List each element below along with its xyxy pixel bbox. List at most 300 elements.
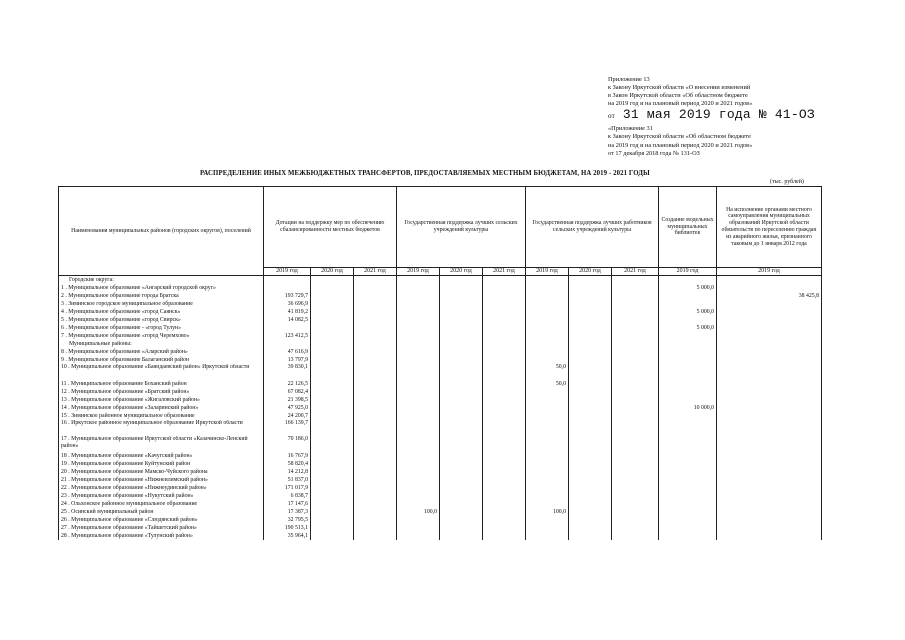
amount-cell (483, 332, 526, 340)
amount-cell (717, 532, 822, 540)
municipality-name: 9 . Муниципальное образование Балаганский район (59, 356, 264, 364)
amount-cell (397, 316, 440, 324)
amount-cell (612, 420, 659, 436)
municipality-name: 19 . Муниципальное образование Куйтунский район (59, 460, 264, 468)
amount-cell (526, 500, 569, 508)
amount-cell (311, 412, 354, 420)
amount-cell (440, 332, 483, 340)
table-row (59, 460, 822, 468)
amount-cell (612, 275, 659, 284)
amount-cell (526, 460, 569, 468)
appendix-line: к Закону Иркутской области «Об областном бюджете (608, 133, 751, 141)
amount-cell (659, 356, 717, 364)
amount-cell (717, 396, 822, 404)
amount-cell (354, 516, 397, 524)
municipality-name: 16 . Иркутское районное муниципальное образование Иркутской области (59, 420, 264, 436)
amount-cell (569, 356, 612, 364)
header-year: 2021 год (483, 268, 526, 276)
municipality-name: 14 . Муниципальное образование «Заларинский район» (59, 404, 264, 412)
amount-cell (311, 364, 354, 380)
amount-cell (526, 420, 569, 436)
amount-cell (440, 412, 483, 420)
amount-cell (264, 284, 311, 292)
amount-cell: 70 186,0 (264, 436, 311, 452)
table-row (59, 388, 822, 396)
table-row (59, 324, 822, 332)
amount-cell: 32 795,5 (264, 516, 311, 524)
amount-cell (397, 500, 440, 508)
municipality-name: 5 . Муниципальное образование «город Свирск» (59, 316, 264, 324)
amount-cell (612, 324, 659, 332)
amount-cell (612, 364, 659, 380)
amount-cell (311, 508, 354, 516)
amount-cell (440, 476, 483, 484)
amount-cell: 24 200,7 (264, 412, 311, 420)
table-row (59, 348, 822, 356)
amount-cell (612, 332, 659, 340)
amount-cell (440, 284, 483, 292)
amount-cell (483, 404, 526, 412)
amount-cell (612, 516, 659, 524)
amount-cell (659, 436, 717, 452)
amount-cell (659, 532, 717, 540)
amount-cell (569, 396, 612, 404)
amount-cell (354, 356, 397, 364)
amount-cell (483, 300, 526, 308)
amount-cell (526, 412, 569, 420)
amount-cell: 51 837,0 (264, 476, 311, 484)
amount-cell (354, 388, 397, 396)
table-row (59, 396, 822, 404)
table-row (59, 524, 822, 532)
amount-cell (717, 340, 822, 348)
amount-cell (569, 364, 612, 380)
table-row (59, 356, 822, 364)
amount-cell (354, 492, 397, 500)
amount-cell (483, 275, 526, 284)
amount-cell (569, 324, 612, 332)
amount-cell (569, 476, 612, 484)
amount-cell (569, 404, 612, 412)
amount-cell: 58 820,4 (264, 460, 311, 468)
amount-cell (717, 380, 822, 388)
amount-cell: 36 696,9 (264, 300, 311, 308)
amount-cell (717, 436, 822, 452)
amount-cell (717, 324, 822, 332)
amount-cell (483, 500, 526, 508)
amount-cell (311, 316, 354, 324)
amount-cell (526, 388, 569, 396)
amount-cell (264, 340, 311, 348)
header-year: 2019 год (397, 268, 440, 276)
amount-cell (354, 412, 397, 420)
amount-cell (311, 492, 354, 500)
amount-cell (717, 420, 822, 436)
amount-cell (311, 484, 354, 492)
amount-cell (311, 404, 354, 412)
header-year: 2020 год (440, 268, 483, 276)
amount-cell: 5 000,0 (659, 308, 717, 316)
municipality-name: 20 . Муниципальное образование Мамско-Чуйского района (59, 468, 264, 476)
amount-cell (526, 324, 569, 332)
amount-cell (440, 532, 483, 540)
amount-cell (440, 492, 483, 500)
amount-cell: 17 147,6 (264, 500, 311, 508)
amount-cell (483, 516, 526, 524)
amount-cell (397, 348, 440, 356)
amount-cell (717, 412, 822, 420)
amount-cell (526, 436, 569, 452)
amount-cell (440, 396, 483, 404)
amount-cell (483, 324, 526, 332)
amount-cell (612, 316, 659, 324)
amount-cell (569, 284, 612, 292)
header-name: Наименования муниципальных районов (городских округов), поселений (59, 187, 264, 276)
header-year: 2021 год (612, 268, 659, 276)
amount-cell (659, 292, 717, 300)
amount-cell: 17 387,3 (264, 508, 311, 516)
amount-cell: 47 616,9 (264, 348, 311, 356)
table-row (59, 404, 822, 412)
amount-cell (526, 476, 569, 484)
amount-cell (569, 348, 612, 356)
amount-cell (659, 364, 717, 380)
amount-cell (659, 348, 717, 356)
table-row (59, 532, 822, 540)
header-year: 2019 год (526, 268, 569, 276)
appendix-block (608, 76, 898, 158)
amount-cell (717, 452, 822, 460)
amount-cell (659, 332, 717, 340)
amount-cell (354, 292, 397, 300)
amount-cell (612, 348, 659, 356)
amount-cell (440, 436, 483, 452)
amount-cell: 14 082,5 (264, 316, 311, 324)
amount-cell (397, 380, 440, 388)
amount-cell (659, 492, 717, 500)
law-date-number: 31 мая 2019 года № 41-ОЗ (622, 107, 815, 123)
amount-cell (569, 420, 612, 436)
amount-cell (569, 300, 612, 308)
section-label: Муниципальные районы: (59, 340, 264, 348)
amount-cell (569, 412, 612, 420)
amount-cell (612, 468, 659, 476)
amount-cell: 166 139,7 (264, 420, 311, 436)
amount-cell (659, 484, 717, 492)
amount-cell (354, 452, 397, 460)
amount-cell (311, 275, 354, 284)
appendix-line: Приложение 13 (608, 76, 650, 83)
amount-cell (397, 524, 440, 532)
amount-cell (311, 524, 354, 532)
municipality-name: 24 . Ольхонское районное муниципальное образование (59, 500, 264, 508)
amount-cell (311, 388, 354, 396)
amount-cell (440, 324, 483, 332)
amount-cell (483, 452, 526, 460)
amount-cell (440, 500, 483, 508)
date-prefix: от (608, 112, 615, 121)
amount-cell (526, 340, 569, 348)
amount-cell (717, 468, 822, 476)
amount-cell (354, 284, 397, 292)
amount-cell: 50,0 (526, 364, 569, 380)
amount-cell (612, 388, 659, 396)
amount-cell (659, 468, 717, 476)
municipality-name: 17 . Муниципальное образование Иркутской области «Казачинско-Ленский район» (59, 436, 264, 452)
amount-cell (612, 356, 659, 364)
amount-cell (397, 275, 440, 284)
amount-cell (397, 364, 440, 380)
amount-cell (354, 484, 397, 492)
amount-cell (526, 332, 569, 340)
amount-cell (354, 524, 397, 532)
amount-cell (569, 484, 612, 492)
amount-cell: 16 767,9 (264, 452, 311, 460)
amount-cell (397, 284, 440, 292)
amount-cell (397, 300, 440, 308)
amount-cell (440, 316, 483, 324)
amount-cell (659, 452, 717, 460)
amount-cell (354, 468, 397, 476)
municipality-name: 13 . Муниципальное образование «Жигаловский район» (59, 396, 264, 404)
amount-cell (440, 356, 483, 364)
amount-cell (311, 308, 354, 316)
amount-cell (526, 532, 569, 540)
amount-cell: 38 425,8 (717, 292, 822, 300)
units-label: (тыс. рублей) (770, 179, 804, 185)
table-row (59, 300, 822, 308)
amount-cell (483, 476, 526, 484)
header-group-culture-workers: Государственная поддержка лучших работников сельских учреждений культуры (526, 187, 659, 268)
appendix-line: в Закон Иркутской области «Об областном бюджете (608, 92, 748, 100)
amount-cell (526, 484, 569, 492)
amount-cell (397, 356, 440, 364)
amount-cell (717, 356, 822, 364)
amount-cell (569, 332, 612, 340)
amount-cell (397, 476, 440, 484)
amount-cell (612, 460, 659, 468)
amount-cell (397, 492, 440, 500)
municipality-name: 27 . Муниципальное образование «Тайшетский район» (59, 524, 264, 532)
table-row (59, 500, 822, 508)
amount-cell (717, 508, 822, 516)
amount-cell (440, 452, 483, 460)
amount-cell (397, 332, 440, 340)
amount-cell (440, 460, 483, 468)
amount-cell (483, 308, 526, 316)
amount-cell (311, 476, 354, 484)
amount-cell (311, 452, 354, 460)
amount-cell (569, 308, 612, 316)
amount-cell (397, 484, 440, 492)
amount-cell (612, 492, 659, 500)
amount-cell (612, 452, 659, 460)
amount-cell (612, 292, 659, 300)
table-row (59, 436, 822, 452)
table-row (59, 468, 822, 476)
amount-cell (483, 348, 526, 356)
amount-cell (612, 380, 659, 388)
amount-cell: 47 925,0 (264, 404, 311, 412)
amount-cell (311, 356, 354, 364)
amount-cell (311, 340, 354, 348)
header-group-culture-institutions: Государственная поддержка лучших сельских учреждений культуры (397, 187, 526, 268)
amount-cell: 13 797,9 (264, 356, 311, 364)
amount-cell (440, 524, 483, 532)
table-row (59, 292, 822, 300)
amount-cell: 14 212,8 (264, 468, 311, 476)
amount-cell (569, 492, 612, 500)
amount-cell (612, 404, 659, 412)
appendix-line: «Приложение 31 (608, 125, 653, 133)
amount-cell: 190 513,1 (264, 524, 311, 532)
amount-cell (659, 500, 717, 508)
amount-cell (397, 460, 440, 468)
amount-cell (311, 292, 354, 300)
municipality-name: 22 . Муниципальное образование «Нижнеудинский район» (59, 484, 264, 492)
amount-cell (440, 348, 483, 356)
amount-cell (717, 524, 822, 532)
amount-cell (440, 388, 483, 396)
table-row (59, 484, 822, 492)
amount-cell (264, 324, 311, 332)
amount-cell: 100,0 (526, 508, 569, 516)
amount-cell (569, 436, 612, 452)
amount-cell (659, 508, 717, 516)
amount-cell (397, 404, 440, 412)
amount-cell (717, 316, 822, 324)
table-row (59, 316, 822, 324)
amount-cell (440, 516, 483, 524)
amount-cell: 171 017,9 (264, 484, 311, 492)
municipality-name: 2 . Муниципальное образование города Братска (59, 292, 264, 300)
transfers-table (58, 186, 822, 540)
law-date-line (608, 108, 898, 123)
amount-cell (440, 404, 483, 412)
amount-cell (483, 532, 526, 540)
amount-cell (483, 388, 526, 396)
municipality-name: 23 . Муниципальное образование «Нукутский район» (59, 492, 264, 500)
amount-cell (311, 500, 354, 508)
amount-cell: 193 729,7 (264, 292, 311, 300)
amount-cell (717, 492, 822, 500)
amount-cell (440, 484, 483, 492)
table-row (59, 420, 822, 436)
municipality-name: 12 . Муниципальное образование «Братский район» (59, 388, 264, 396)
amount-cell (483, 524, 526, 532)
amount-cell: 67 082,4 (264, 388, 311, 396)
table-row (59, 452, 822, 460)
municipality-name: 15 . Зиминское районное муниципальное образование (59, 412, 264, 420)
amount-cell (717, 284, 822, 292)
amount-cell (612, 396, 659, 404)
amount-cell: 35 964,1 (264, 532, 311, 540)
section-row (59, 340, 822, 348)
municipality-name: 1 . Муниципальное образование «Ангарский городской округ» (59, 284, 264, 292)
amount-cell (397, 388, 440, 396)
amount-cell (311, 380, 354, 388)
amount-cell (526, 468, 569, 476)
amount-cell (569, 388, 612, 396)
amount-cell (717, 476, 822, 484)
amount-cell (483, 396, 526, 404)
amount-cell (717, 275, 822, 284)
amount-cell (397, 532, 440, 540)
amount-cell (717, 388, 822, 396)
amount-cell (311, 532, 354, 540)
amount-cell (311, 436, 354, 452)
amount-cell (354, 396, 397, 404)
amount-cell (659, 420, 717, 436)
amount-cell (264, 275, 311, 284)
amount-cell (354, 364, 397, 380)
amount-cell (440, 508, 483, 516)
amount-cell (354, 420, 397, 436)
appendix-line: на 2019 год и на плановый период 2020 и 2021 годов» (608, 141, 753, 149)
table-row (59, 364, 822, 380)
amount-cell (717, 516, 822, 524)
amount-cell (569, 292, 612, 300)
municipality-name: 3 . Зиминское городское муниципальное образование (59, 300, 264, 308)
amount-cell (659, 380, 717, 388)
amount-cell (440, 308, 483, 316)
amount-cell: 22 126,5 (264, 380, 311, 388)
amount-cell (659, 396, 717, 404)
amount-cell: 5 000,0 (659, 284, 717, 292)
municipality-name: 6 . Муниципальное образование - «город Тулун» (59, 324, 264, 332)
amount-cell (354, 348, 397, 356)
amount-cell (569, 380, 612, 388)
appendix-line: от 17 декабря 2018 года № 131-ОЗ (608, 149, 700, 157)
amount-cell (354, 308, 397, 316)
amount-cell (526, 292, 569, 300)
section-label: Городские округа: (59, 275, 264, 284)
amount-cell (354, 436, 397, 452)
amount-cell (526, 316, 569, 324)
amount-cell (440, 364, 483, 380)
table-row (59, 412, 822, 420)
amount-cell: 50,0 (526, 380, 569, 388)
municipality-name: 25 . Осинский муниципальный район (59, 508, 264, 516)
amount-cell (717, 404, 822, 412)
amount-cell: 100,0 (397, 508, 440, 516)
amount-cell (569, 508, 612, 516)
amount-cell (440, 292, 483, 300)
table-row (59, 308, 822, 316)
table-row (59, 492, 822, 500)
amount-cell (483, 380, 526, 388)
table-row (59, 380, 822, 388)
amount-cell (397, 292, 440, 300)
amount-cell (569, 460, 612, 468)
amount-cell (483, 412, 526, 420)
amount-cell (612, 524, 659, 532)
amount-cell (659, 300, 717, 308)
amount-cell (717, 364, 822, 380)
amount-cell (612, 476, 659, 484)
amount-cell (526, 524, 569, 532)
amount-cell (311, 516, 354, 524)
amount-cell (526, 492, 569, 500)
amount-cell (354, 380, 397, 388)
amount-cell (397, 412, 440, 420)
amount-cell (612, 300, 659, 308)
amount-cell (483, 492, 526, 500)
document-title: РАСПРЕДЕЛЕНИЕ ИНЫХ МЕЖБЮДЖЕТНЫХ ТРАНСФЕРТОВ, ПРЕДОСТАВЛЯЕМЫХ МЕСТНЫМ БЮДЖЕТАМ, НА 2019 - 2021 ГОДЫ (200, 170, 650, 177)
header-year: 2020 год (569, 268, 612, 276)
amount-cell (311, 348, 354, 356)
amount-cell (569, 452, 612, 460)
